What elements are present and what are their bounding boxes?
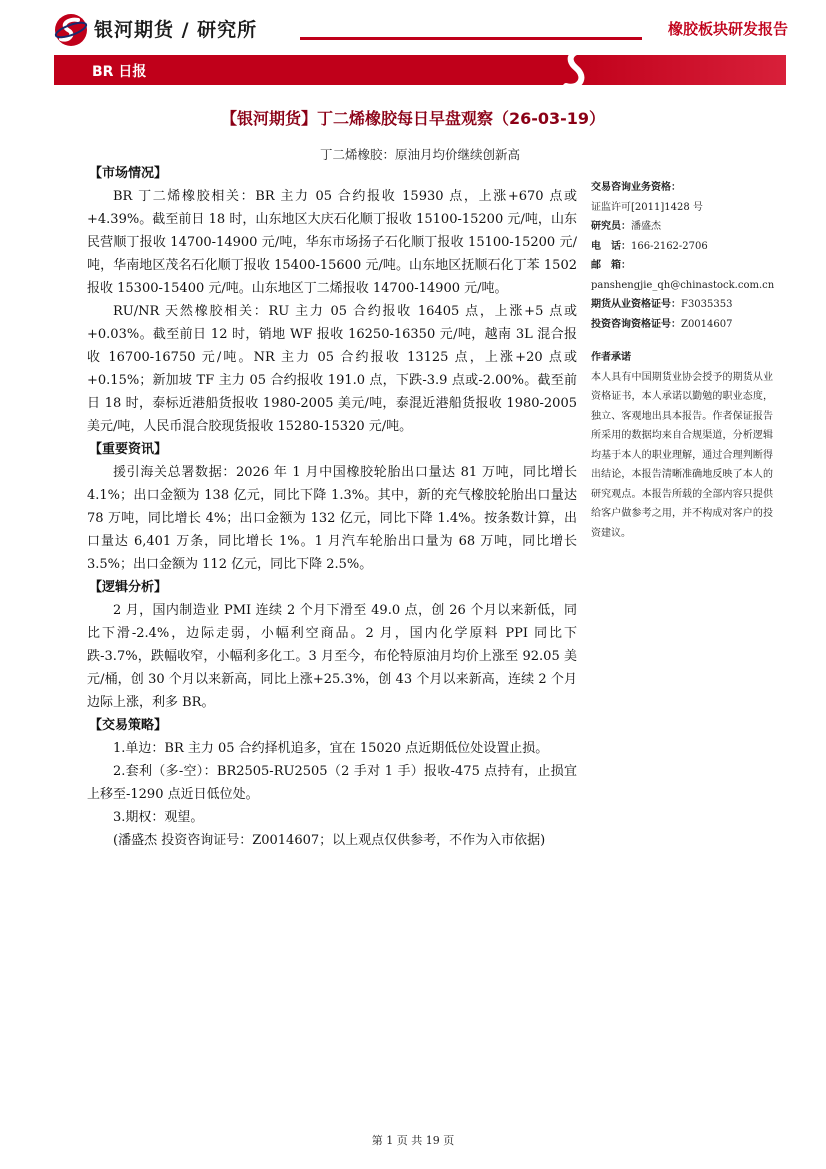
phone-number: 166-2162-2706: [631, 240, 708, 252]
researcher-name: 潘盛杰: [631, 221, 661, 232]
section-heading: 【逻辑分析】: [89, 580, 168, 595]
phone-line: [591, 237, 773, 257]
researcher-label: 研究员：: [591, 221, 631, 232]
strategy-item: 2.套利（多-空）：BR2505-RU2505（2 手对 1 手）报收-475 点持有，止损宜上移至-1290 点近日低位处。: [87, 764, 577, 802]
section-heading: 【市场情况】: [89, 166, 168, 181]
section-heading: 【重要资讯】: [89, 442, 168, 457]
paragraph: RU/NR 天然橡胶相关：RU 主力 05 合约报收 16405 点，上涨+5 点或+0.03%。截至前日 12 时，销地 WF 报收 16250-16350 元/吨，越南 3L 混合报收 16700-16750 元/吨。NR 主力 05 合约报收 13125 点，上涨+20 点或+0.15%；新加坡 TF 主力 05 合约报收 191.0 点，下跌-3.9 点或-2.00%。截至前日 18 时，泰标近港船货报收 1980-2005 美元/吨，泰混近港船货报收 1980-2005 美元/吨，人民币混合胶现货报收 15280-15320 元/吨。: [87, 304, 577, 434]
contact-heading: 交易咨询业务资格：: [591, 182, 681, 193]
phone-label: 电 话：: [591, 240, 631, 252]
section-heading: 【交易策略】: [89, 718, 168, 733]
paragraph: BR 丁二烯橡胶相关：BR 主力 05 合约报收 15930 点，上涨+670 点或+4.39%。截至前日 18 时，山东地区大庆石化顺丁报收 15100-15200 元/吨，山东民营顺丁报收 14700-14900 元/吨，华东市场扬子石化顺丁报收 15100-15200 元/吨，华南地区茂名石化顺丁报收 15400-15600 元/吨。山东地区抚顺石化丁苯 1502 报收 15300-15400 元/吨。山东地区丁二烯报收 14700-14900 元/吨。: [87, 189, 577, 296]
futures-cert-id: F3035353: [681, 299, 733, 310]
header-rule: [300, 37, 642, 40]
galaxy-logo-icon: [54, 13, 88, 47]
license-number: 证监许可[2011]1428 号: [591, 201, 703, 213]
futures-cert-line: [591, 295, 773, 315]
futures-cert-label: 期货从业资格证号：: [591, 299, 681, 310]
page-number: 第 1 页 共 19 页: [371, 1134, 455, 1147]
email-label: 邮 箱：: [591, 260, 631, 271]
section-logic: [87, 576, 577, 714]
banner-title: BR 日报: [92, 64, 147, 80]
strategy-item: 3.期权：观望。: [113, 810, 204, 825]
brand-name: 银河期货 / 研究所: [94, 19, 258, 41]
paragraph: 援引海关总署数据：2026 年 1 月中国橡胶轮胎出口量达 81 万吨，同比增长 4.1%；出口金额为 138 亿元，同比下降 1.3%。其中，新的充气橡胶轮胎出口量达 78 万吨，同比增长 4%；出口金额为 132 亿元，同比下降 1.4%。按条数计算，出口量达 6,401 万条，同比增长 1%。1 月汽车轮胎出口量为 68 万吨，同比增长 3.5%；出口金额为 112 亿元，同比下降 2.5%。: [87, 465, 577, 572]
author-pledge-text: 本人具有中国期货业协会授予的期货从业资格证书，本人承诺以勤勉的职业态度，独立、客观地出具本报告。作者保证报告所采用的数据均来自合规渠道，分析逻辑均基于本人的职业理解，通过合理判断得出结论，本报告清晰准确地反映了本人的研究观点。本报告所载的全部内容只提供给客户做参考之用，并不构成对客户的投资建议。: [591, 371, 773, 539]
report-body: [87, 162, 577, 852]
sidebar: [591, 178, 773, 543]
disclaimer-line: (潘盛杰 投资咨询证号：Z0014607；以上观点仅供参考，不作为入市依据): [113, 833, 546, 848]
section-market: [87, 162, 577, 438]
researcher-line: [591, 217, 773, 237]
author-pledge-heading: 作者承诺: [591, 352, 631, 363]
strategy-item: 1.单边：BR 主力 05 合约择机追多，宜在 15020 点近期低位处设置止损。: [113, 741, 549, 756]
paragraph: 2 月，国内制造业 PMI 连续 2 个月下滑至 49.0 点，创 26 个月以来新低，同比下滑-2.4%，边际走弱，小幅利空商品。2 月，国内化学原料 PPI 同比下跌-3.7%，跌幅收窄，小幅利多化工。3 月至今，布伦特原油月均价上涨至 92.05 美元/桶，创 30 个月以来新高，同比上涨+25.3%，创 43 个月以来新高，连续 2 个月边际上涨，利多 BR。: [87, 603, 577, 710]
section-news: [87, 438, 577, 576]
email-address[interactable]: panshengjie_qh@chinastock.com.cn: [591, 279, 775, 291]
report-type: 橡胶板块研发报告: [667, 20, 788, 38]
report-subtitle: 丁二烯橡胶：原油月均价继续创新高: [319, 147, 520, 162]
invest-cert-label: 投资咨询资格证号：: [591, 318, 681, 330]
report-title: 【银河期货】丁二烯橡胶每日早盘观察（26-03-19）: [220, 109, 606, 128]
section-banner: [54, 55, 786, 85]
invest-cert-line: [591, 315, 773, 335]
invest-cert-id: Z0014607: [681, 318, 733, 330]
section-strategy: [87, 714, 577, 852]
s-swoosh-icon: [558, 46, 598, 94]
